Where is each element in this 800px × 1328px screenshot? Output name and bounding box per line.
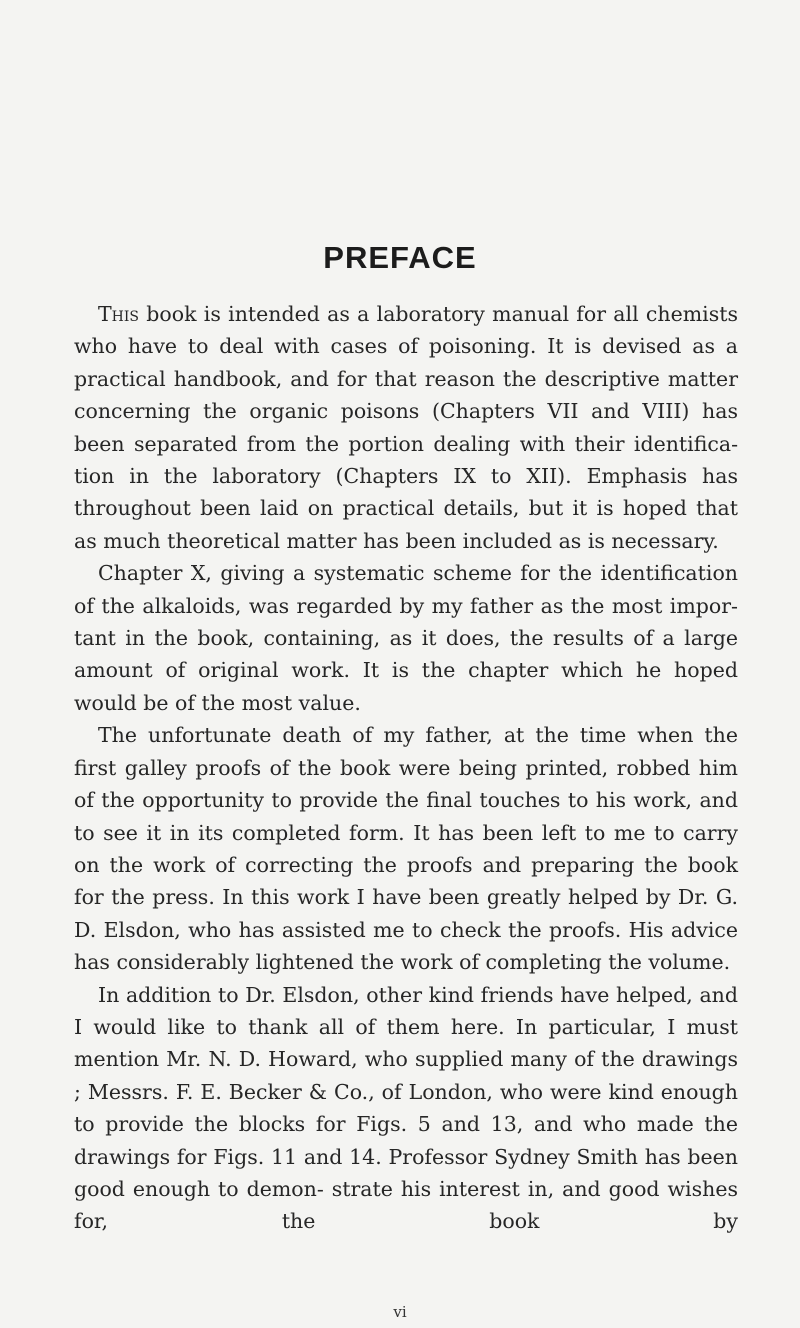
paragraph-4: In addition to Dr. Elsdon, other kind friends have helped, and I would like to thank all of them here. In particular, I must mention Mr. N. D. Howard, who supplied many of the drawings ; Messrs. F. E. Becker & Co., of London, who were kind enough to provide the blocks for Figs. 5 and 13, and who made the drawings for Figs. 11 and 14. Professor Sydney Smith has been good enough to demon- strate his interest in, and good wishes for, the book by (74, 982, 738, 1234)
paragraph-1-text: book is intended as a laboratory manual for all chemists who have to deal with cases of poisoning. It is devised as a practical handbook, and for that reason the descriptive matter concerning the organic poisons (Chapters VII and VIII) has been separated from the portion dealing with their identifica- tion in the laboratory (Chapters IX to XII). Emphasis has throughout been laid on practical details, but it is hoped that as much theoretical matter has been included as is necessary. (74, 302, 738, 553)
paragraph-1 (74, 298, 738, 557)
paragraph-1-first-word: This (98, 302, 140, 326)
paragraph-2: Chapter X, giving a systematic scheme for the identification of the alkaloids, was regarded by my father as the most impor- tant in the book, containing, as it does, the results of a large amount of original work. It is the chapter which he hoped would be of the most value. (74, 561, 738, 715)
paragraph-3: The unfortunate death of my father, at the time when the first galley proofs of the book were being printed, robbed him of the opportunity to provide the final touches to his work, and to see it in its completed form. It has been left to me to carry on the work of correcting the proofs and preparing the book for the press. In this work I have been greatly helped by Dr. G. D. Elsdon, who has assisted me to check the proofs. His advice has considerably lightened the work of completing the volume. (74, 723, 738, 975)
body-text (74, 298, 738, 1238)
page-number: vi (393, 1303, 407, 1321)
page-title: PREFACE (323, 240, 477, 275)
